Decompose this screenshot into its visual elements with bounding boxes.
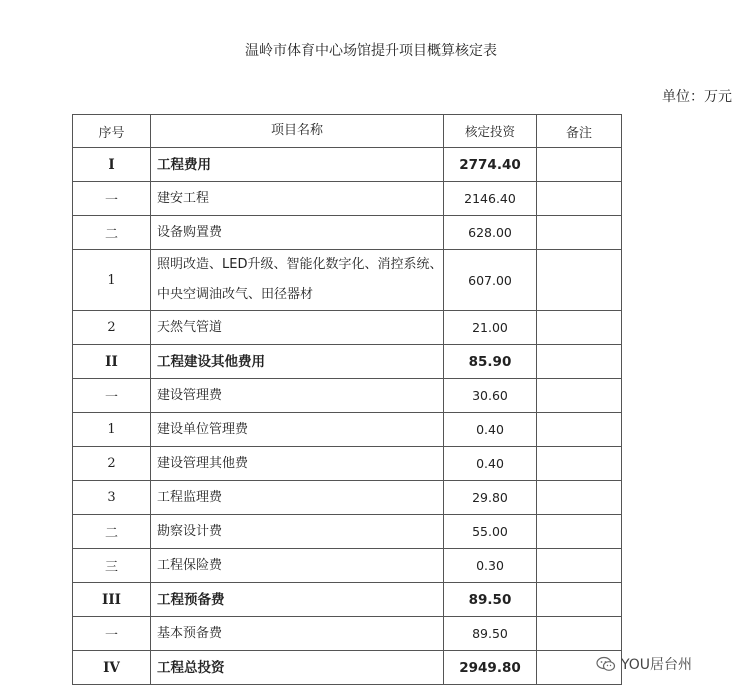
row-note [537,216,622,250]
row-name: 建设管理其他费 [151,447,444,481]
row-amount: 2774.40 [444,148,537,182]
row-name: 天然气管道 [151,311,444,345]
row-seq: 2 [73,311,151,345]
row-seq: 三 [73,549,151,583]
table-row [73,617,622,651]
table-row [73,379,622,413]
row-note [537,583,622,617]
row-note [537,481,622,515]
table-row [73,447,622,481]
row-amount: 89.50 [444,617,537,651]
table-header-row [73,115,622,148]
row-amount: 30.60 [444,379,537,413]
row-amount: 0.30 [444,549,537,583]
row-seq: 2 [73,447,151,481]
table-row [73,182,622,216]
row-name: 工程建设其他费用 [151,345,444,379]
row-name: 工程预备费 [151,583,444,617]
row-seq: 二 [73,216,151,250]
row-name: 工程监理费 [151,481,444,515]
row-note [537,447,622,481]
row-amount: 29.80 [444,481,537,515]
budget-table [72,114,622,685]
table-row [73,216,622,250]
document-title: 温岭市体育中心场馆提升项目概算核定表 [245,43,497,59]
row-seq: 一 [73,379,151,413]
row-seq: 二 [73,515,151,549]
row-seq: 1 [73,250,151,311]
header-note: 备注 [537,115,622,148]
table-row [73,515,622,549]
header-amount: 核定投资 [444,115,537,148]
row-amount: 0.40 [444,447,537,481]
row-seq: 一 [73,182,151,216]
row-name: 设备购置费 [151,216,444,250]
row-name: 工程总投资 [151,651,444,685]
table-row [73,148,622,182]
row-seq: III [73,583,151,617]
table-row [73,549,622,583]
header-seq: 序号 [73,115,151,148]
table-row [73,345,622,379]
row-note [537,379,622,413]
row-seq: 一 [73,617,151,651]
unit-label: 单位：万元 [662,89,732,105]
row-seq: IV [73,651,151,685]
row-amount: 0.40 [444,413,537,447]
row-note [537,182,622,216]
watermark [596,654,692,674]
row-note [537,345,622,379]
table-row [73,651,622,685]
row-name: 建设单位管理费 [151,413,444,447]
table-row [73,250,622,311]
row-amount: 607.00 [444,250,537,311]
row-seq: 1 [73,413,151,447]
row-name: 工程保险费 [151,549,444,583]
row-amount: 55.00 [444,515,537,549]
row-note [537,250,622,311]
row-name: 建设管理费 [151,379,444,413]
row-amount: 2146.40 [444,182,537,216]
row-note [537,311,622,345]
row-note [537,549,622,583]
row-note [537,148,622,182]
watermark-text: YOU居台州 [621,657,693,673]
table-row [73,583,622,617]
row-amount: 21.00 [444,311,537,345]
table-row [73,311,622,345]
row-name: 勘察设计费 [151,515,444,549]
row-amount: 89.50 [444,583,537,617]
table-row [73,481,622,515]
row-seq: II [73,345,151,379]
row-note [537,413,622,447]
row-note [537,515,622,549]
row-amount: 2949.80 [444,651,537,685]
row-amount: 85.90 [444,345,537,379]
wechat-icon [596,656,616,672]
row-seq: 3 [73,481,151,515]
row-name: 工程费用 [151,148,444,182]
row-name: 照明改造、LED升级、智能化数字化、消控系统、中央空调油改气、田径器材 [151,250,444,311]
row-name: 建安工程 [151,182,444,216]
table-row [73,413,622,447]
header-name: 项目名称 [151,115,444,148]
row-seq: I [73,148,151,182]
row-name: 基本预备费 [151,617,444,651]
row-note [537,617,622,651]
row-amount: 628.00 [444,216,537,250]
